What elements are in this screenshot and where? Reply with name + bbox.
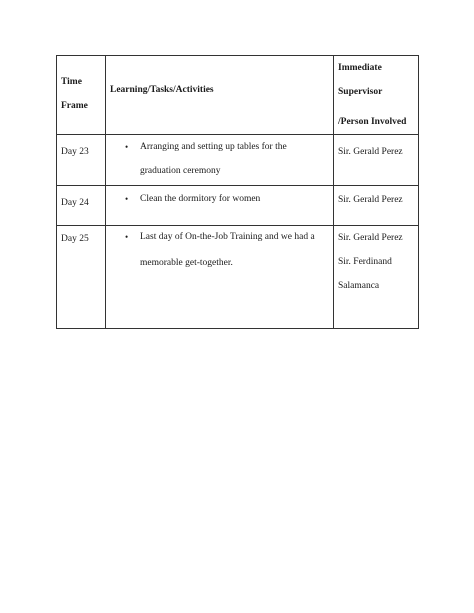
header-time-frame <box>57 56 106 135</box>
table-row <box>57 226 419 329</box>
task-cell <box>106 226 334 329</box>
supervisor-cell: Sir. Gerald Perez <box>334 186 419 226</box>
task-cell <box>106 186 334 226</box>
ojt-activity-table <box>56 55 419 329</box>
task-line: Last day of On-the-Job Training and we had a <box>140 232 315 242</box>
bullet-icon: • <box>125 232 129 242</box>
task-line: memorable get-together. <box>140 258 233 268</box>
supervisor-cell <box>334 226 419 329</box>
task-line: Clean the dormitory for women <box>140 194 261 204</box>
supervisor-name: Sir. Gerald Perez <box>338 233 403 243</box>
day-cell: Day 25 <box>57 226 106 329</box>
header-time-line1: Time <box>61 77 82 87</box>
bullet-icon: • <box>125 142 129 152</box>
supervisor-cell: Sir. Gerald Perez <box>334 135 419 186</box>
supervisor-name: Salamanca <box>338 281 380 291</box>
header-time-line2: Frame <box>61 101 88 111</box>
list-item <box>125 226 329 274</box>
task-cell <box>106 135 334 186</box>
list-item <box>125 135 329 183</box>
table-row <box>57 135 419 186</box>
supervisor-name: Sir. Ferdinand <box>338 257 392 267</box>
table-row <box>57 186 419 226</box>
task-line: graduation ceremony <box>140 166 221 176</box>
table-header-row <box>57 56 419 135</box>
header-supervisor-line1: Immediate <box>338 63 382 73</box>
header-supervisor-line3: /Person Involved <box>338 117 407 127</box>
day-cell: Day 23 <box>57 135 106 186</box>
header-supervisor <box>334 56 419 135</box>
day-cell: Day 24 <box>57 186 106 226</box>
header-supervisor-line2: Supervisor <box>338 87 383 97</box>
bullet-icon: • <box>125 194 129 204</box>
task-line: Arranging and setting up tables for the <box>140 142 287 152</box>
header-learning: Learning/Tasks/Activities <box>106 56 334 135</box>
list-item <box>125 187 329 211</box>
